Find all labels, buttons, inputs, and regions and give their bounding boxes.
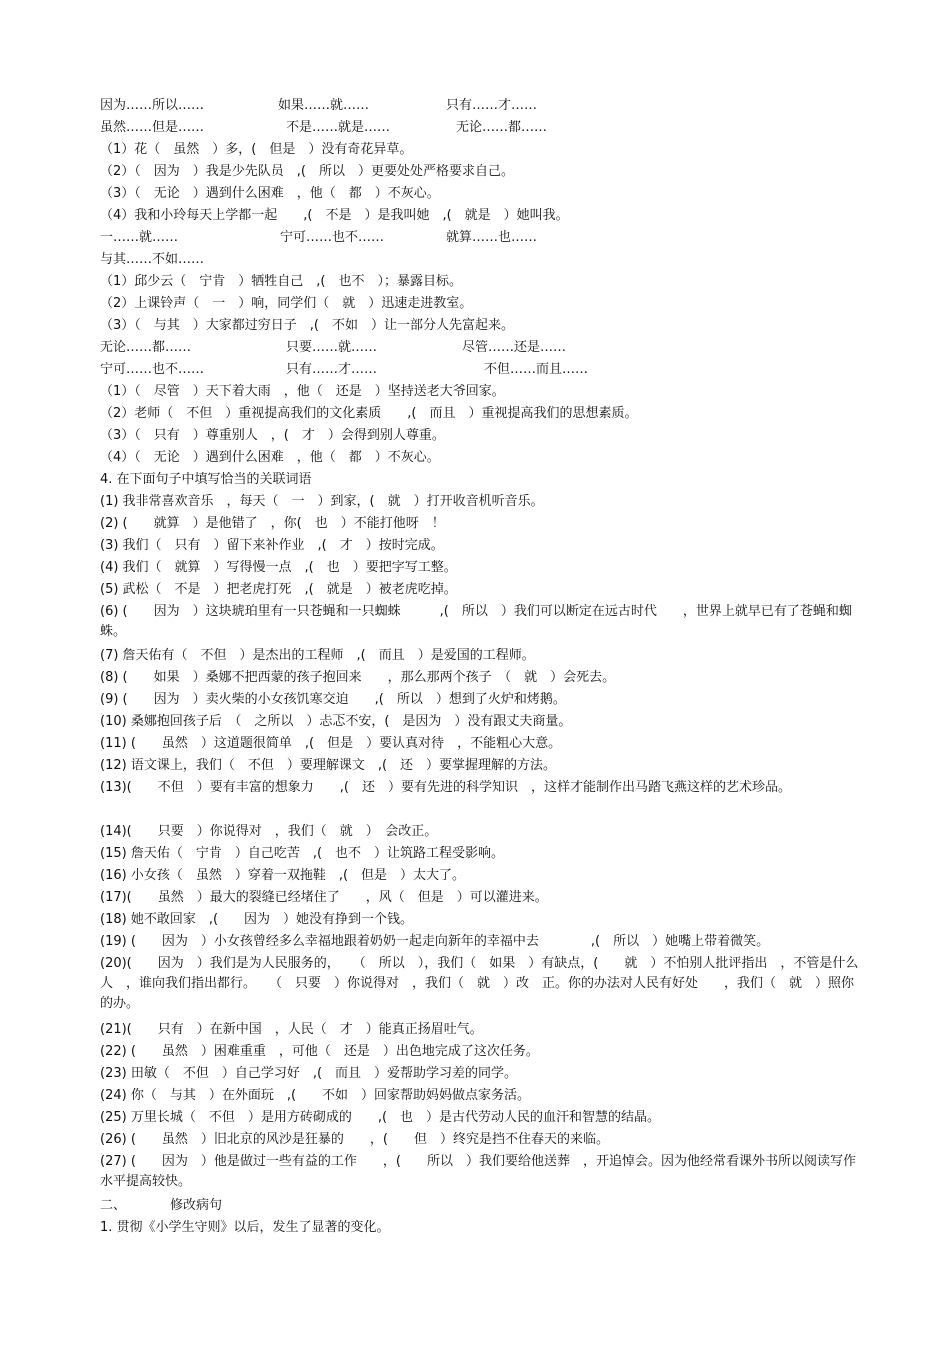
text-line-6-col-0: 一……就…… [100, 230, 179, 245]
text-line-43: (26) ( 虽然 ）旧北京的风沙是狂暴的 ，( 但 ）终究是挡不住春天的来临。 [100, 1132, 609, 1147]
text-line-8: （1）邱少云（ 宁肯 ）牺牲自己 ,( 也不 ）；暴露目标。 [100, 274, 462, 289]
text-line-25: (8) ( 如果 ）桑娜不把西蒙的孩子抱回来 ，那么那两个孩子 （ 就 ）会死去。 [100, 670, 616, 685]
text-line-36: (19) ( 因为 ）小女孩曾经多么幸福地跟着奶奶一起走向新年的幸福中去 ,( 所以 ）她嘴上带着微笑。 [100, 934, 770, 949]
text-line-11-col-1: 只要……就…… [286, 340, 378, 355]
text-line-11-col-2: 尽管……还是…… [462, 340, 567, 355]
text-line-1-col-0: 虽然……但是…… [100, 120, 205, 135]
text-line-28: (11) ( 虽然 ）这道题很简单 ,( 但是 ）要认真对待 ，不能粗心大意。 [100, 736, 562, 751]
text-line-20: (3) 我们（ 只有 ）留下来补作业 ,( 才 ）按时完成。 [100, 538, 444, 553]
text-line-32: (15) 詹天佑（ 宁肯 ）自己吃苦 ,( 也不 ）让筑路工程受影响。 [100, 846, 505, 861]
text-line-37: (20)( 因为 ）我们是为人民服务的， （ 所以 ），我们（ 如果 ）有缺点，( 就 ）不怕别人批评指出 ，不管是什么人 ，谁向我们指出都行。 （ 只要 ）你说得对 ，我们（ 就 ）改 正。你的办法对人民有好处 ，我们（ 就 ）照你的办。 [100, 956, 859, 1011]
text-line-34: (17)( 虽然 ）最大的裂缝已经堵住了 ，风（ 但是 ）可以灌进来。 [100, 890, 548, 905]
text-line-6-col-1: 宁可……也不…… [280, 230, 385, 245]
text-line-30: (13)( 不但 ）要有丰富的想象力 ,( 还 ）要有先进的科学知识 ，这样才能制作出马踏飞燕这样的艺术珍品。 [100, 780, 791, 795]
text-line-21: (4) 我们（ 就算 ）写得慢一点 ,( 也 ）要把字写工整。 [100, 560, 457, 575]
text-line-24: (7) 詹天佑有（ 不但 ）是杰出的工程师 ,( 而且 ）是爱国的工程师。 [100, 648, 535, 663]
text-line-26: (9) ( 因为 ）卖火柴的小女孩饥寒交迫 ,( 所以 ）想到了火炉和烤鹅。 [100, 692, 566, 707]
text-line-35: (18) 她不敢回家 ,( 因为 ）她没有挣到一个钱。 [100, 912, 414, 927]
text-line-29: (12) 语文课上，我们（ 不但 ）要理解课文 ,( 还 ）要掌握理解的方法。 [100, 758, 557, 773]
text-line-45-col-1: 修改病句 [170, 1198, 223, 1213]
text-line-11-col-0: 无论……都…… [100, 340, 192, 355]
text-line-12-col-1: 只有……才…… [286, 362, 378, 377]
text-line-16: （4）（ 无论 ）遇到什么困难 ，他（ 都 ）不灰心。 [100, 450, 440, 465]
text-line-44: (27) ( 因为 ）他是做过一些有益的工作 ，( 所以 ）我们要给他送葬 ，开追悼会。因为他经常看课外书所以阅读写作水平提高较快。 [100, 1154, 856, 1189]
text-line-33: (16) 小女孩（ 虽然 ）穿着一双拖鞋 ,( 但是 ）太大了。 [100, 868, 466, 883]
text-line-39: (22) ( 虽然 ）困难重重 ，可他（ 还是 ）出色地完成了这次任务。 [100, 1044, 539, 1059]
text-line-0-col-2: 只有……才…… [446, 98, 538, 113]
text-line-0-col-1: 如果……就…… [278, 98, 370, 113]
text-line-40: (23) 田敏（ 不但 ）自己学习好 ,( 而且 ）爱帮助学习差的同学。 [100, 1066, 518, 1081]
text-line-9: （2）上课铃声（ 一 ）响，同学们（ 就 ）迅速走进教室。 [100, 296, 473, 311]
text-line-0-col-0: 因为……所以…… [100, 98, 205, 113]
text-line-38: (21)( 只有 ）在新中国 ，人民（ 才 ）能真正扬眉吐气。 [100, 1022, 483, 1037]
text-line-27: (10) 桑娜抱回孩子后 （ 之所以 ）忐忑不安，( 是因为 ）没有跟丈夫商量。 [100, 714, 572, 729]
text-line-13: （1）（ 尽管 ）天下着大雨 ，他（ 还是 ）坚持送老大爷回家。 [100, 384, 505, 399]
text-line-41: (24) 你（ 与其 ）在外面玩 ,( 不如 ）回家帮助妈妈做点家务活。 [100, 1088, 531, 1103]
text-line-46: 1. 贯彻《小学生守则》以后，发生了显著的变化。 [100, 1220, 390, 1235]
text-line-42: (25) 万里长城（ 不但 ）是用方砖砌成的 ,( 也 ）是古代劳动人民的血汗和智慧的结晶。 [100, 1110, 661, 1125]
text-line-15: （3）（ 只有 ）尊重别人 ，( 才 ）会得到别人尊重。 [100, 428, 445, 443]
text-line-4: （3）（ 无论 ）遇到什么困难 ，他（ 都 ）不灰心。 [100, 186, 440, 201]
text-line-18: (1) 我非常喜欢音乐 ，每天（ 一 ）到家，( 就 ）打开收音机听音乐。 [100, 494, 544, 509]
text-line-7: 与其……不如…… [100, 252, 205, 267]
text-line-1-col-1: 不是……就是…… [286, 120, 391, 135]
text-line-3: （2）（ 因为 ）我是少先队员 ,( 所以 ）更要处处严格要求自己。 [100, 164, 514, 179]
text-line-2: （1）花（ 虽然 ）多，( 但是 ）没有奇花异草。 [100, 142, 413, 157]
text-line-22: (5) 武松（ 不是 ）把老虎打死 ,( 就是 ）被老虎吃掉。 [100, 582, 457, 597]
text-line-1-col-2: 无论……都…… [456, 120, 548, 135]
text-line-31: (14)( 只要 ）你说得对 ，我们（ 就 ） 会改正。 [100, 824, 438, 839]
text-line-14: （2）老师（ 不但 ）重视提高我们的文化素质 ,( 而且 ）重视提高我们的思想素质。 [100, 406, 638, 421]
text-line-23: (6) ( 因为 ）这块琥珀里有一只苍蝇和一只蜘蛛 ,( 所以 ）我们可以断定在远古时代 ，世界上就早已有了苍蝇和蜘蛛。 [100, 604, 852, 639]
text-line-19: (2) ( 就算 ）是他错了 ，你( 也 ）不能打他呀 ！ [100, 516, 445, 531]
text-line-12-col-0: 宁可……也不…… [100, 362, 205, 377]
text-line-12-col-2: 不但……而且…… [484, 362, 589, 377]
text-line-5: （4）我和小玲每天上学都一起 ,( 不是 ）是我叫她 ,( 就是 ）她叫我。 [100, 208, 569, 223]
text-line-10: （3）（ 与其 ）大家都过穷日子 ,( 不如 ）让一部分人先富起来。 [100, 318, 514, 333]
text-line-45-col-0: 二、 [100, 1198, 127, 1213]
text-line-6-col-2: 就算……也…… [446, 230, 538, 245]
text-line-17: 4. 在下面句子中填写恰当的关联词语 [100, 472, 312, 487]
